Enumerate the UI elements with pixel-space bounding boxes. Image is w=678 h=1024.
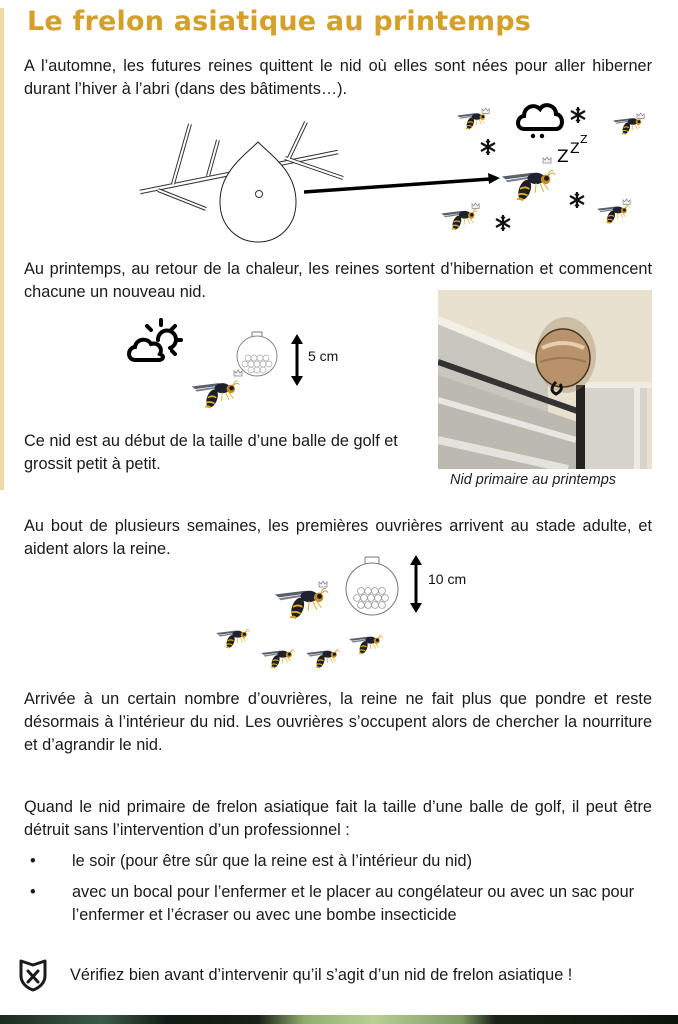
bullet-icon: • [30,852,36,870]
svg-text:Z: Z [580,133,588,146]
side-accent-bar [0,8,4,490]
rain-cloud-icon [518,105,562,138]
warning-text: Vérifiez bien avant d’intervenir qu’il s’agit d’un nid de frelon asiatique ! [70,965,573,984]
size-label-10cm: 10 cm [428,571,467,587]
list-item [24,850,652,873]
shield-x-icon [18,958,48,992]
photo-caption: Nid primaire au printemps [450,472,617,488]
svg-text:Z: Z [570,141,580,157]
bottom-photo-strip [0,1015,678,1024]
bullet-icon: • [30,883,36,901]
colony-paragraph: Arrivée à un certain nombre d’ouvrières, la reine ne fait plus que pondre et reste désormais à l’intérieur du nid. Les ouvrières s’occupent alors de chercher la nourriture et d’agrandir le nid. [24,690,652,754]
spring-paragraph: Au printemps, au retour de la chaleur, les reines sortent d’hibernation et commencent chacune un nouveau nid. [24,260,652,301]
primary-nest-photo [438,290,652,469]
page-title: Le frelon asiatique au printemps [27,6,532,37]
size-label-5cm: 5 cm [308,348,339,364]
list-item-text: le soir (pour être sûr que la reine est à l’intérieur du nid) [72,852,472,870]
warning-notice [18,958,668,992]
destroy-methods-list [24,850,652,935]
list-item [24,881,652,927]
workers-and-nest-illustration [215,555,455,680]
partly-sunny-icon [125,318,185,366]
small-nest-paragraph: Ce nid est au début de la taille d’une balle de golf et grossit petit à petit. [24,432,398,473]
workers-paragraph: Au bout de plusieurs semaines, les premières ouvrières arrivent au stade adulte, et aident alors la reine. [24,517,652,558]
destroy-paragraph: Quand le nid primaire de frelon asiatique fait la taille d’une balle de golf, il peut être détruit sans l’intervention d’un professionnel : [24,798,652,839]
list-item-text: avec un bocal pour l’enfermer et le placer au congélateur ou avec un sac pour l’enfermer et l’écraser ou avec une bombe insecticide [72,883,635,924]
autumn-paragraph: A l’automne, les futures reines quittent le nid où elles sont nées pour aller hiberner durant l’hiver à l’abri (dans des bâtiments…). [24,57,652,98]
svg-text:Z: Z [557,147,569,167]
winter-hibernation-scene [440,95,670,250]
small-nest-illustration [190,330,310,420]
